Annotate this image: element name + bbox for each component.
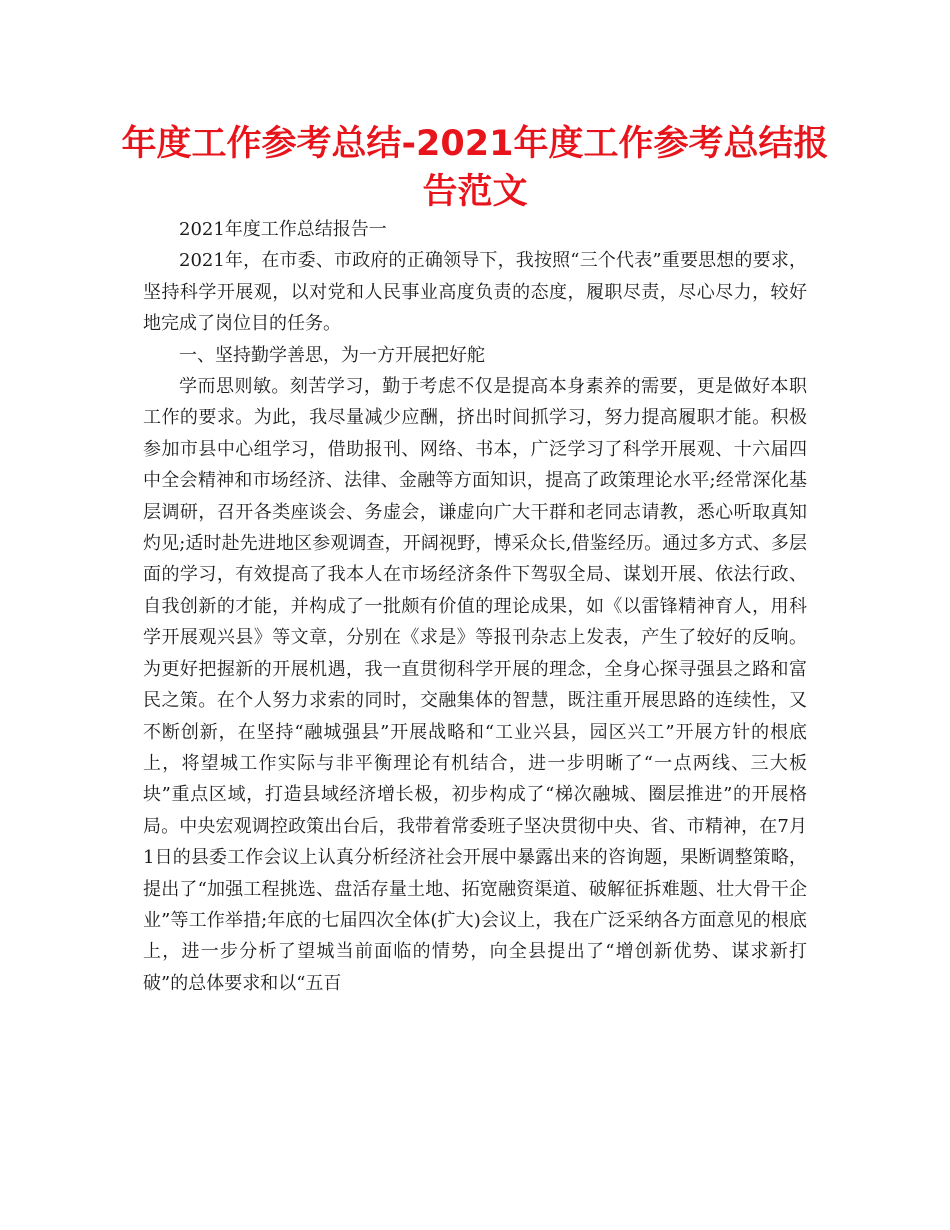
paragraph-body: 学而思则敏。刻苦学习，勤于考虑不仅是提高本身素养的需要，更是做好本职工作的要求。为此，我尽量减少应酬，挤出时间抓学习，努力提高履职才能。积极参加市县中心组学习，借助报刊、网络、书本，广泛学习了科学开展观、十六届四中全会精神和市场经济、法律、金融等方面知识，提高了政策理论水平;经常深化基层调研，召开各类座谈会、务虚会，谦虚向广大干群和老同志请教，悉心听取真知灼见;适时赴先进地区参观调查，开阔视野，博采众长,借鉴经历。通过多方式、多层面的学习，有效提高了我本人在市场经济条件下驾驭全局、谋划开展、依法行政、自我创新的才能，并构成了一批颇有价值的理论成果，如《以雷锋精神育人，用科学开展观兴县》等文章，分别在《求是》等报刊杂志上发表，产生了较好的反响。为更好把握新的开展机遇，我一直贯彻科学开展的理念，全身心探寻强县之路和富民之策。在个人努力求索的同时，交融集体的智慧，既注重开展思路的连续性，又不断创新，在坚持“融城强县”开展战略和“工业兴县，园区兴工”开展方针的根底上，将望城工作实际与非平衡理论有机结合，进一步明晰了“一点两线、三大板块”重点区域，打造县域经济增长极，初步构成了“梯次融城、圈层推进”的开展格局。中央宏观调控政策出台后，我带着常委班子坚决贯彻中央、省、市精神，在7月1日的县委工作会议上认真分析经济社会开展中暴露出来的咨询题，果断调整策略，提出了“加强工程挑选、盘活存量土地、拓宽融资渠道、破解征拆难题、壮大骨干企业”等工作举措;年底的七届四次全体(扩大)会议上，我在广泛采纳各方面意见的根底上，进一步分析了望城当前面临的情势，向全县提出了“增创新优势、谋求新打破”的总体要求和以“五百 — [143, 376, 807, 994]
paragraph-intro: 2021年，在市委、市政府的正确领导下，我按照“三个代表”重要思想的要求，坚持科学开展观，以对党和人民事业高度负责的态度，履职尽责，尽心尽力，较好地完成了岗位目的任务。 — [143, 250, 807, 335]
document-title: 年度工作参考总结-2021年度工作参考总结报告范文 — [121, 124, 829, 212]
paragraph-subtitle: 2021年度工作总结报告一 — [179, 219, 387, 240]
paragraph-section-heading: 一、坚持勤学善思，为一方开展把好舵 — [179, 344, 485, 366]
document-body — [143, 214, 807, 999]
